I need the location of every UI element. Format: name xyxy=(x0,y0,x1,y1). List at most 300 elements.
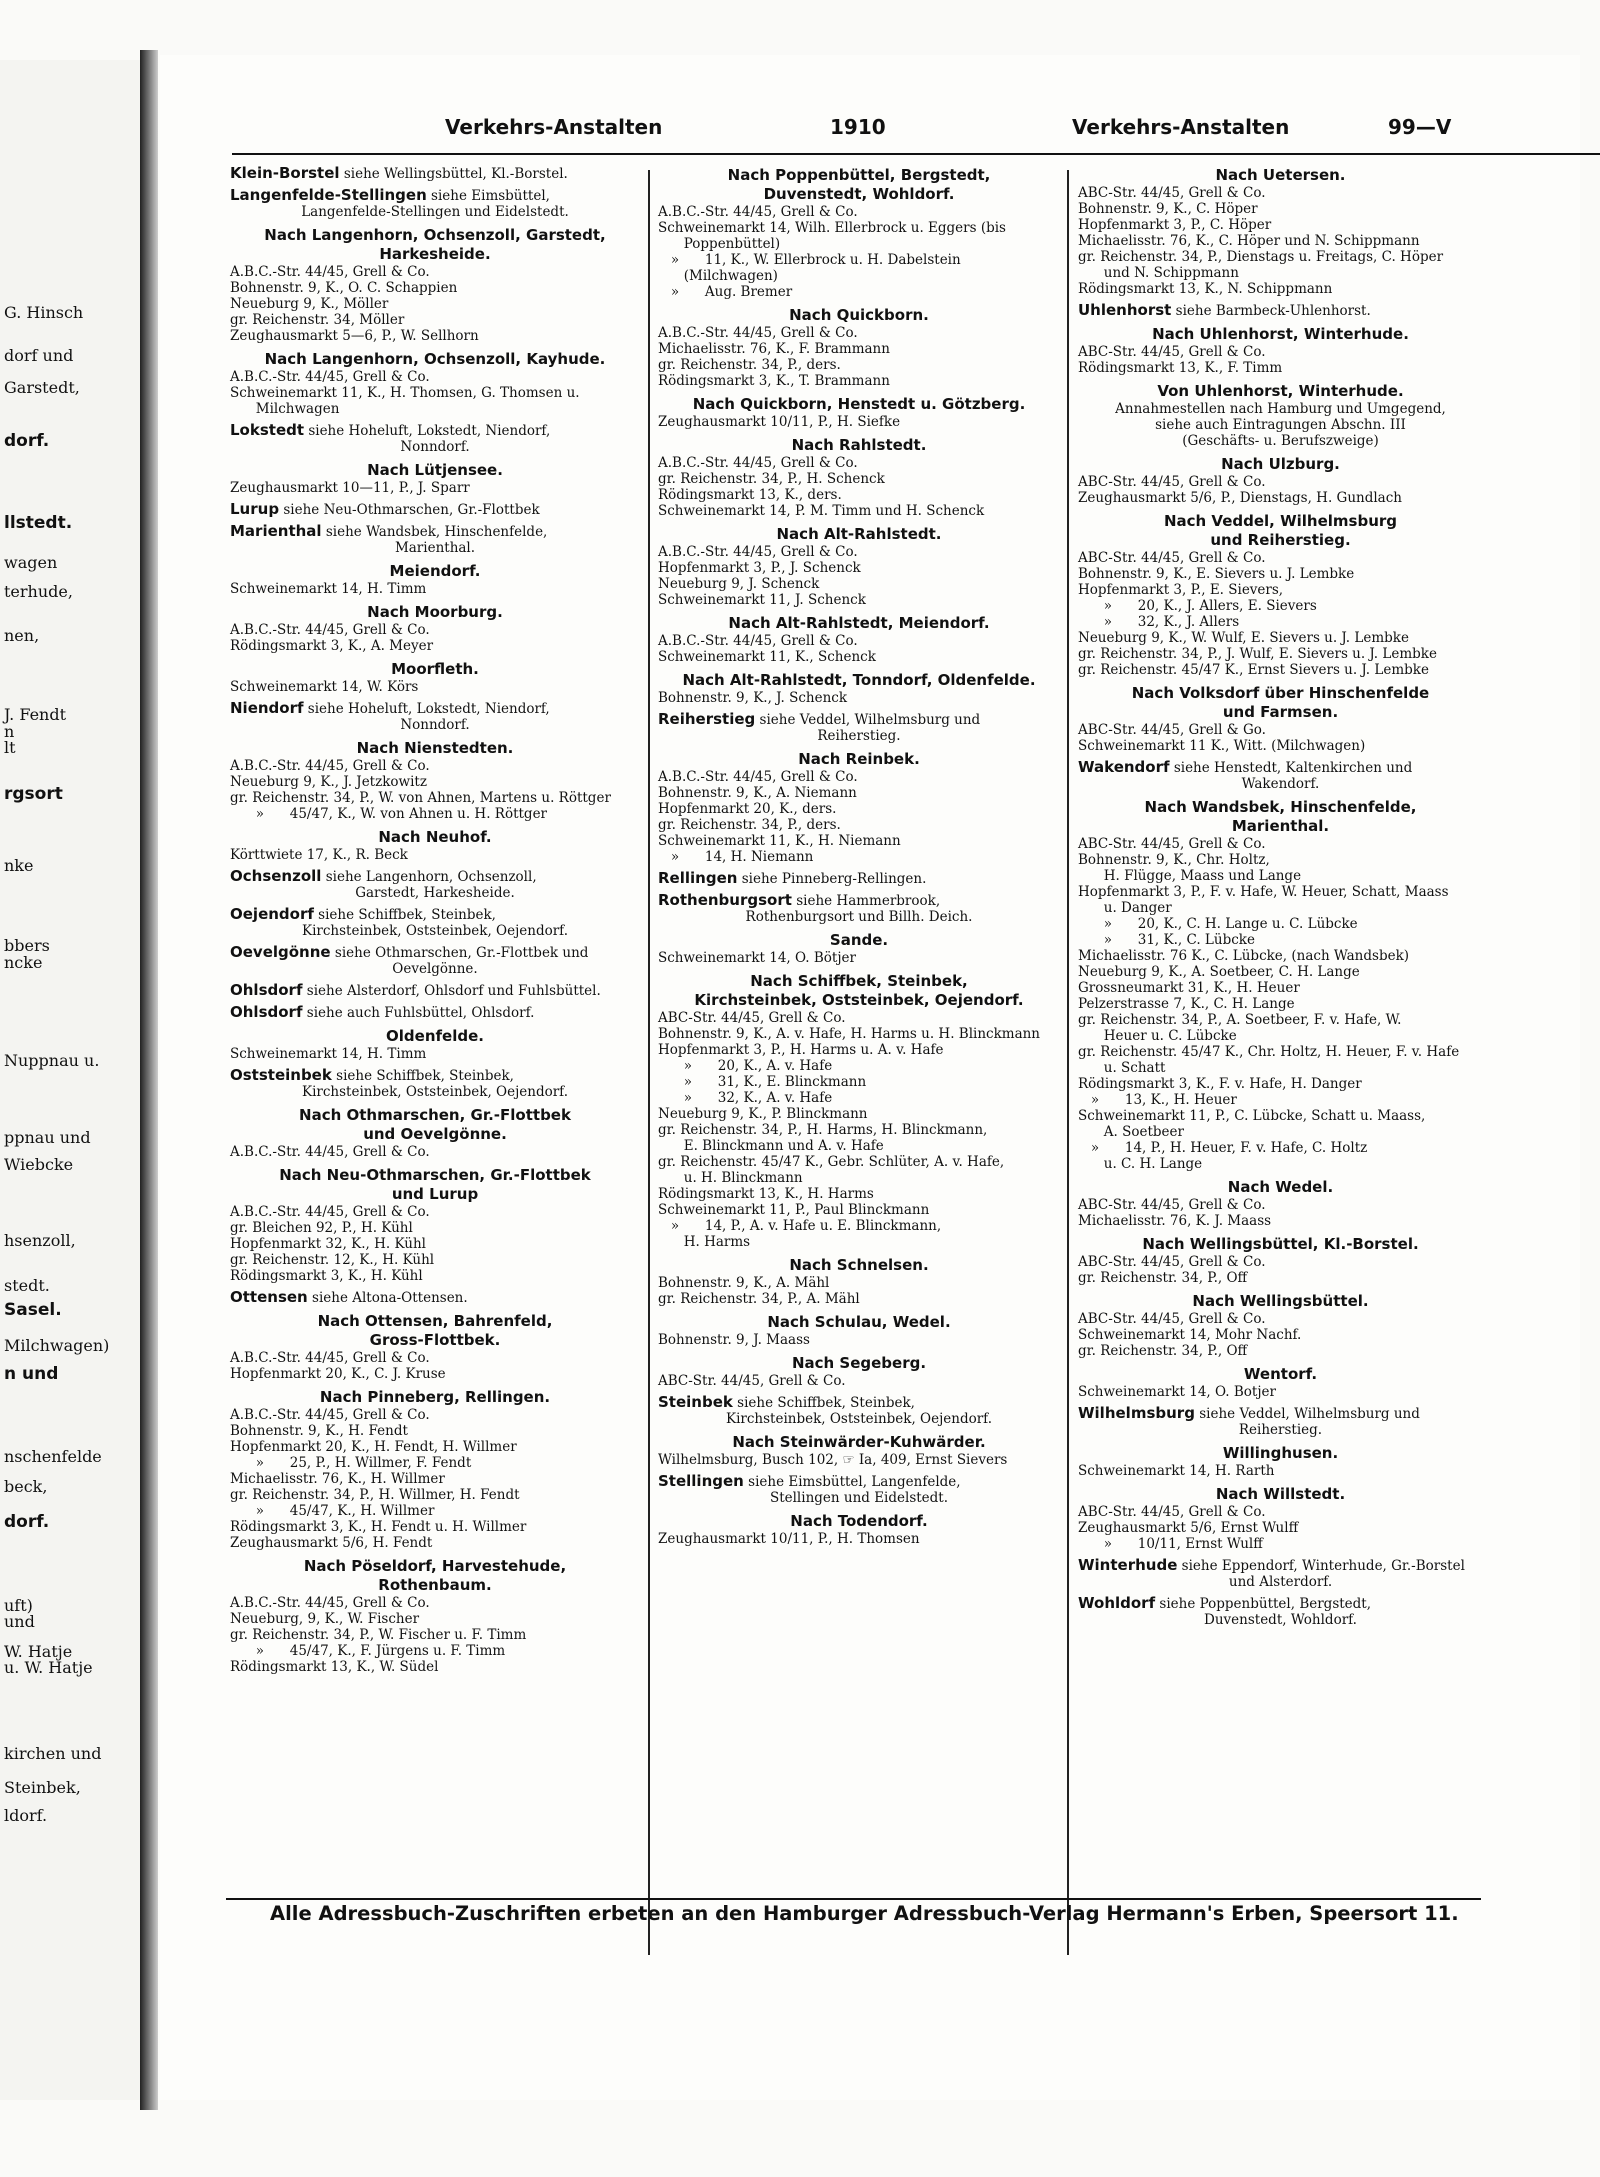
agency-entry: Schweinemarkt 14, Wilh. Ellerbrock u. Eggers (bis xyxy=(658,220,1006,236)
agency-entry: gr. Bleichen 92, P., H. Kühl xyxy=(230,1220,413,1236)
cross-reference xyxy=(230,422,640,439)
section-heading: Nach Ulzburg. xyxy=(1221,455,1340,473)
agency-entry: gr. Reichenstr. 45/47 K., Ernst Sievers u. J. Lembke xyxy=(1078,662,1429,678)
agency-entry: » 11, K., W. Ellerbrock u. H. Dabelstein xyxy=(658,252,961,268)
prev-page-fragment: nke xyxy=(4,856,34,875)
agency-entry: Zeughausmarkt 10/11, P., H. Thomsen xyxy=(658,1531,920,1547)
agency-entry: » 45/47, K., H. Willmer xyxy=(230,1503,435,1519)
section-heading: Nach Willstedt. xyxy=(1215,1485,1346,1503)
reference-place: Steinbek xyxy=(658,1393,733,1411)
agency-entry: ABC-Str. 44/45, Grell & Co. xyxy=(1078,344,1266,360)
agency-entry: gr. Reichenstr. 34, P., H. Willmer, H. Fendt xyxy=(230,1487,520,1503)
agency-entry: Schweinemarkt 14, H. Rarth xyxy=(1078,1463,1275,1479)
agency-entry: Michaelisstr. 76 K., C. Lübcke, (nach Wandsbek) xyxy=(1078,948,1410,964)
prev-page-fragment: ncke xyxy=(4,953,43,972)
agency-entry: gr. Reichenstr. 34, P., W. von Ahnen, Martens u. Röttger xyxy=(230,790,611,806)
reference-place: Niendorf xyxy=(230,699,304,717)
prev-page-fragment: Wiebcke xyxy=(4,1155,74,1174)
reference-place: Oevelgönne xyxy=(230,943,331,961)
reference-text: siehe Barmbeck-Uhlenhorst. xyxy=(1171,303,1371,319)
agency-entry: Rödingsmarkt 13, K., ders. xyxy=(658,487,842,503)
agency-entry: Hopfenmarkt 3, P., C. Höper xyxy=(1078,217,1272,233)
section-heading: Nach Moorburg. xyxy=(367,603,503,621)
cross-reference xyxy=(230,906,640,923)
agency-entry: Bohnenstr. 9, K., O. C. Schappien xyxy=(230,280,458,296)
column-1 xyxy=(230,160,640,1675)
reference-place: Ohlsdorf xyxy=(230,1003,303,1021)
cross-reference xyxy=(230,1004,640,1021)
agency-entry: A.B.C.-Str. 44/45, Grell & Co. xyxy=(658,455,858,471)
agency-entry: » 13, K., H. Heuer xyxy=(1078,1092,1237,1108)
agency-entry: » 14, P., H. Heuer, F. v. Hafe, C. Holtz xyxy=(1078,1140,1368,1156)
reference-text: siehe Henstedt, Kaltenkirchen und xyxy=(1169,760,1413,776)
agency-entry: H. Harms xyxy=(658,1234,751,1250)
section-heading: Nach Langenhorn, Ochsenzoll, Kayhude. xyxy=(264,350,606,368)
cross-reference xyxy=(230,868,640,885)
agency-entry: Neueburg 9, K., Möller xyxy=(230,296,389,312)
prev-page-fragment: dorf und xyxy=(4,346,74,365)
agency-entry: Michaelisstr. 76, K. J. Maass xyxy=(1078,1213,1272,1229)
reference-text: siehe auch Fuhlsbüttel, Ohlsdorf. xyxy=(302,1005,535,1021)
agency-entry: gr. Reichenstr. 34, P., W. Fischer u. F. Timm xyxy=(230,1627,527,1643)
section-heading: Gross-Flottbek. xyxy=(369,1331,501,1349)
prev-page-fragment: rgsort xyxy=(4,784,63,804)
column-3 xyxy=(1078,160,1483,1628)
reference-continuation: Duvenstedt, Wohldorf. xyxy=(1204,1612,1357,1628)
agency-entry: gr. Reichenstr. 12, K., H. Kühl xyxy=(230,1252,435,1268)
reference-continuation: Kirchsteinbek, Oststeinbek, Oejendorf. xyxy=(726,1411,992,1427)
agency-entry: Schweinemarkt 11 K., Witt. (Milchwagen) xyxy=(1078,738,1366,754)
agency-entry: » 32, K., A. v. Hafe xyxy=(658,1090,833,1106)
page-header xyxy=(160,107,1500,147)
cross-reference xyxy=(230,1289,640,1306)
header-year: 1910 xyxy=(830,115,886,139)
cross-reference xyxy=(1078,759,1483,776)
section-heading: Marienthal. xyxy=(1231,817,1330,835)
header-left: Verkehrs-Anstalten xyxy=(445,115,663,139)
section-heading: und Reiherstieg. xyxy=(1210,531,1351,549)
section-heading: Nach Schulau, Wedel. xyxy=(767,1313,951,1331)
prev-page-fragment: Milchwagen) xyxy=(4,1336,110,1355)
agency-entry: gr. Reichenstr. 45/47 K., Gebr. Schlüter, A. v. Hafe, xyxy=(658,1154,1005,1170)
prev-page-fragment: stedt. xyxy=(4,1276,50,1295)
agency-entry: A.B.C.-Str. 44/45, Grell & Co. xyxy=(230,1350,430,1366)
agency-entry: Hopfenmarkt 20, K., ders. xyxy=(658,801,837,817)
agency-entry: Schweinemarkt 14, O. Botjer xyxy=(1078,1384,1276,1400)
agency-entry: ABC-Str. 44/45, Grell & Co. xyxy=(1078,836,1266,852)
section-heading: und Farmsen. xyxy=(1222,703,1339,721)
agency-entry: » Aug. Bremer xyxy=(658,284,793,300)
reference-place: Lurup xyxy=(230,500,280,518)
reference-place: Wohldorf xyxy=(1078,1594,1156,1612)
reference-continuation: Reiherstieg. xyxy=(817,728,901,744)
agency-entry: Hopfenmarkt 20, K., H. Fendt, H. Willmer xyxy=(230,1439,517,1455)
reference-place: Ottensen xyxy=(230,1288,308,1306)
agency-entry: Bohnenstr. 9, K., J. Schenck xyxy=(658,690,848,706)
reference-place: Marienthal xyxy=(230,522,322,540)
prev-page-fragment: dorf. xyxy=(4,431,50,451)
agency-entry: Schweinemarkt 11, J. Schenck xyxy=(658,592,866,608)
section-heading: und Oevelgönne. xyxy=(363,1125,507,1143)
agency-entry: A.B.C.-Str. 44/45, Grell & Co. xyxy=(658,633,858,649)
reference-continuation: Marienthal. xyxy=(394,540,476,556)
agency-entry: Rödingsmarkt 13, K., H. Harms xyxy=(658,1186,874,1202)
section-heading: Willinghusen. xyxy=(1222,1444,1339,1462)
reference-text: siehe Eimsbüttel, xyxy=(426,188,550,204)
reference-place: Winterhude xyxy=(1078,1556,1178,1574)
agency-entry: Neueburg 9, K., W. Wulf, E. Sievers u. J. Lembke xyxy=(1078,630,1409,646)
cross-reference xyxy=(658,711,1060,728)
section-heading: Von Uhlenhorst, Winterhude. xyxy=(1157,382,1404,400)
section-heading: Nach Rahlstedt. xyxy=(791,436,927,454)
section-heading: Nach Quickborn. xyxy=(789,306,929,324)
agency-entry: Hopfenmarkt 3, P., J. Schenck xyxy=(658,560,861,576)
agency-entry: Bohnenstr. 9, K., A. Mähl xyxy=(658,1275,830,1291)
agency-entry: (Milchwagen) xyxy=(658,268,778,284)
reference-text: siehe Wellingsbüttel, Kl.-Borstel. xyxy=(339,166,568,182)
reference-text: siehe Poppenbüttel, Bergstedt, xyxy=(1155,1596,1372,1612)
prev-page-fragment: und xyxy=(4,1612,35,1631)
section-heading: Nach Wellingsbüttel, Kl.-Borstel. xyxy=(1142,1235,1419,1253)
agency-entry: A.B.C.-Str. 44/45, Grell & Co. xyxy=(230,1204,430,1220)
book-gutter xyxy=(140,50,158,2110)
agency-entry: ABC-Str. 44/45, Grell & Co. xyxy=(1078,185,1266,201)
section-heading: Nach Wedel. xyxy=(1227,1178,1334,1196)
agency-entry: A.B.C.-Str. 44/45, Grell & Co. xyxy=(230,369,430,385)
agency-entry: » 31, K., C. Lübcke xyxy=(1078,932,1255,948)
header-rule xyxy=(232,153,1600,155)
section-heading: Nach Todendorf. xyxy=(790,1512,928,1530)
agency-entry: Zeughausmarkt 10—11, P., J. Sparr xyxy=(230,480,470,496)
agency-entry: Schweinemarkt 11, K., H. Niemann xyxy=(658,833,901,849)
reference-place: Langenfelde-Stellingen xyxy=(230,186,427,204)
section-heading: Nach Pöseldorf, Harvestehude, xyxy=(303,1557,567,1575)
agency-entry: Milchwagen xyxy=(230,401,340,417)
section-heading: Nach Steinwärder-Kuhwärder. xyxy=(732,1433,986,1451)
agency-entry: ABC-Str. 44/45, Grell & Co. xyxy=(658,1010,846,1026)
agency-entry: Neueburg, 9, K., W. Fischer xyxy=(230,1611,420,1627)
agency-entry: » 31, K., E. Blinckmann xyxy=(658,1074,867,1090)
agency-entry: Wilhelmsburg, Busch 102, ☞ Ia, 409, Ernst Sievers xyxy=(658,1452,1008,1468)
cross-reference xyxy=(658,1473,1060,1490)
section-heading: Nach Wellingsbüttel. xyxy=(1192,1292,1369,1310)
reference-place: Rothenburgsort xyxy=(658,891,792,909)
agency-entry: Heuer u. C. Lübcke xyxy=(1078,1028,1237,1044)
agency-entry: Zeughausmarkt 5/6, Ernst Wulff xyxy=(1078,1520,1299,1536)
agency-entry: A.B.C.-Str. 44/45, Grell & Co. xyxy=(230,1407,430,1423)
agency-entry: Michaelisstr. 76, K., H. Willmer xyxy=(230,1471,445,1487)
agency-entry: Hopfenmarkt 32, K., H. Kühl xyxy=(230,1236,426,1252)
section-heading: Harkesheide. xyxy=(379,245,491,263)
prev-page-fragment: lt xyxy=(4,738,16,757)
section-heading: Wentorf. xyxy=(1243,1365,1318,1383)
agency-entry: gr. Reichenstr. 34, P., ders. xyxy=(658,817,841,833)
cross-reference xyxy=(1078,1595,1483,1612)
reference-continuation: Reiherstieg. xyxy=(1238,1422,1323,1438)
section-heading: und Lurup xyxy=(391,1185,479,1203)
prev-page-fragment: hsenzoll, xyxy=(4,1231,76,1250)
previous-page-strip xyxy=(0,60,143,2100)
page-number: 99—V xyxy=(1388,115,1452,139)
agency-entry: ABC-Str. 44/45, Grell & Co. xyxy=(1078,1197,1266,1213)
agency-entry: Neueburg 9, K., P. Blinckmann xyxy=(658,1106,868,1122)
reference-text: siehe Hoheluft, Lokstedt, Niendorf, xyxy=(304,423,551,439)
agency-entry: Rödingsmarkt 13, K., W. Südel xyxy=(230,1659,439,1675)
agency-entry: Bohnenstr. 9, K., A. Niemann xyxy=(658,785,857,801)
prev-page-fragment: llstedt. xyxy=(4,513,73,533)
agency-entry: u. Schatt xyxy=(1078,1060,1166,1076)
prev-page-fragment: bbers xyxy=(4,936,50,955)
section-heading: Nach Alt-Rahlstedt, Meiendorf. xyxy=(728,614,990,632)
agency-entry: Rödingsmarkt 13, K., N. Schippmann xyxy=(1078,281,1333,297)
agency-entry: » 20, K., A. v. Hafe xyxy=(658,1058,833,1074)
agency-entry: Bohnenstr. 9, K., C. Höper xyxy=(1078,201,1258,217)
section-heading: Nach Ottensen, Bahrenfeld, xyxy=(317,1312,553,1330)
reference-text: siehe Hammerbrook, xyxy=(791,893,941,909)
cross-reference xyxy=(1078,302,1483,319)
agency-entry: Schweinemarkt 11, P., Paul Blinckmann xyxy=(658,1202,930,1218)
cross-reference xyxy=(230,700,640,717)
reference-place: Klein-Borstel xyxy=(230,164,340,182)
agency-entry: ABC-Str. 44/45, Grell & Co. xyxy=(1078,550,1266,566)
agency-entry: u. Danger xyxy=(1078,900,1172,916)
prev-page-fragment: Nuppnau u. xyxy=(4,1051,100,1070)
section-heading: Meiendorf. xyxy=(389,562,481,580)
reference-place: Ohlsdorf xyxy=(230,981,303,999)
agency-entry: Michaelisstr. 76, K., C. Höper und N. Schippmann xyxy=(1078,233,1420,249)
agency-entry: ABC-Str. 44/45, Grell & Go. xyxy=(1078,722,1266,738)
reference-place: Wilhelmsburg xyxy=(1078,1404,1195,1422)
agency-entry: Hopfenmarkt 20, K., C. J. Kruse xyxy=(230,1366,446,1382)
cross-reference xyxy=(1078,1405,1483,1422)
column-divider-1 xyxy=(648,170,650,1955)
agency-entry: Schweinemarkt 14, Mohr Nachf. xyxy=(1078,1327,1302,1343)
agency-entry: Pelzerstrasse 7, K., C. H. Lange xyxy=(1078,996,1295,1012)
cross-reference xyxy=(658,870,1060,887)
reference-continuation: Annahmestellen nach Hamburg und Umgegend, xyxy=(1115,401,1446,417)
section-heading: Nach Reinbek. xyxy=(798,750,920,768)
reference-place: Lokstedt xyxy=(230,421,305,439)
agency-entry: gr. Reichenstr. 34, P., ders. xyxy=(658,357,841,373)
agency-entry: Rödingsmarkt 3, K., F. v. Hafe, H. Danger xyxy=(1078,1076,1362,1092)
agency-entry: Rödingsmarkt 3, K., H. Fendt u. H. Willmer xyxy=(230,1519,527,1535)
agency-entry: Grossneumarkt 31, K., H. Heuer xyxy=(1078,980,1300,996)
agency-entry: Bohnenstr. 9, K., E. Sievers u. J. Lembke xyxy=(1078,566,1355,582)
reference-continuation: siehe auch Eintragungen Abschn. III xyxy=(1155,417,1406,433)
agency-entry: A.B.C.-Str. 44/45, Grell & Co. xyxy=(230,1595,430,1611)
reference-continuation: Garstedt, Harkesheide. xyxy=(355,885,515,901)
agency-entry: Neueburg 9, K., A. Soetbeer, C. H. Lange xyxy=(1078,964,1360,980)
agency-entry: gr. Reichenstr. 34, P., J. Wulf, E. Sievers u. J. Lembke xyxy=(1078,646,1437,662)
agency-entry: » 45/47, K., F. Jürgens u. F. Timm xyxy=(230,1643,506,1659)
reference-text: siehe Langenhorn, Ochsenzoll, xyxy=(321,869,537,885)
reference-text: siehe Hoheluft, Lokstedt, Niendorf, xyxy=(303,701,550,717)
reference-place: Uhlenhorst xyxy=(1078,301,1172,319)
section-heading: Nach Alt-Rahlstedt, Tonndorf, Oldenfelde. xyxy=(682,671,1036,689)
section-heading: Duvenstedt, Wohldorf. xyxy=(763,185,955,203)
prev-page-fragment: nen, xyxy=(4,626,40,645)
reference-continuation: Oevelgönne. xyxy=(392,961,478,977)
agency-entry: ABC-Str. 44/45, Grell & Co. xyxy=(658,1373,846,1389)
agency-entry: Schweinemarkt 11, P., C. Lübcke, Schatt u. Maass, xyxy=(1078,1108,1426,1124)
section-heading: Nach Wandsbek, Hinschenfelde, xyxy=(1144,798,1417,816)
section-heading: Nach Volksdorf über Hinschenfelde xyxy=(1131,684,1430,702)
agency-entry: u. H. Blinckmann xyxy=(658,1170,803,1186)
section-heading: Nach Alt-Rahlstedt. xyxy=(776,525,942,543)
reference-place: Wakendorf xyxy=(1078,758,1170,776)
agency-entry: A. Soetbeer xyxy=(1078,1124,1184,1140)
reference-text: siehe Altona-Ottensen. xyxy=(307,1290,468,1306)
reference-continuation: Kirchsteinbek, Oststeinbek, Oejendorf. xyxy=(302,923,568,939)
agency-entry: H. Flügge, Maass und Lange xyxy=(1078,868,1302,884)
column-2 xyxy=(658,160,1060,1547)
section-heading: Kirchsteinbek, Oststeinbek, Oejendorf. xyxy=(694,991,1024,1009)
reference-continuation: Nonndorf. xyxy=(400,717,470,733)
reference-text: siehe Wandsbek, Hinschenfelde, xyxy=(321,524,548,540)
cross-reference xyxy=(658,892,1060,909)
cross-reference xyxy=(230,187,640,204)
reference-text: siehe Veddel, Wilhelmsburg und xyxy=(755,712,981,728)
section-heading: Nach Segeberg. xyxy=(791,1354,927,1372)
agency-entry: » 25, P., H. Willmer, F. Fendt xyxy=(230,1455,472,1471)
prev-page-fragment: J. Fendt xyxy=(4,705,67,724)
prev-page-fragment: uft) xyxy=(4,1596,33,1615)
reference-text: siehe Schiffbek, Steinbek, xyxy=(313,907,496,923)
cross-reference xyxy=(230,982,640,999)
agency-entry: Schweinemarkt 14, W. Körs xyxy=(230,679,419,695)
agency-entry: A.B.C.-Str. 44/45, Grell & Co. xyxy=(658,204,858,220)
cross-reference xyxy=(1078,1557,1483,1574)
footer-notice: Alle Adressbuch-Zuschriften erbeten an den Hamburger Adressbuch-Verlag Hermann's Erben, Speersort 11. xyxy=(270,1902,1459,1925)
reference-text: siehe Othmarschen, Gr.-Flottbek und xyxy=(330,945,589,961)
agency-entry: Bohnenstr. 9, K., Chr. Holtz, xyxy=(1078,852,1270,868)
agency-entry: gr. Reichenstr. 34, P., H. Schenck xyxy=(658,471,885,487)
cross-reference xyxy=(658,1394,1060,1411)
reference-text: siehe Alsterdorf, Ohlsdorf und Fuhlsbüttel. xyxy=(302,983,601,999)
prev-page-fragment: W. Hatje xyxy=(4,1642,73,1661)
agency-entry: A.B.C.-Str. 44/45, Grell & Co. xyxy=(658,769,858,785)
agency-entry: u. C. H. Lange xyxy=(1078,1156,1203,1172)
agency-entry: Schweinemarkt 14, O. Bötjer xyxy=(658,950,856,966)
prev-page-fragment: Garstedt, xyxy=(4,378,80,397)
agency-entry: » 14, P., A. v. Hafe u. E. Blinckmann, xyxy=(658,1218,942,1234)
section-heading: Nach Poppenbüttel, Bergstedt, xyxy=(727,166,991,184)
section-heading: Oldenfelde. xyxy=(386,1027,484,1045)
reference-place: Reiherstieg xyxy=(658,710,756,728)
agency-entry: ABC-Str. 44/45, Grell & Co. xyxy=(1078,1254,1266,1270)
reference-continuation: Stellingen und Eidelstedt. xyxy=(769,1490,949,1506)
reference-text: siehe Eppendorf, Winterhude, Gr.-Borstel xyxy=(1177,1558,1465,1574)
reference-continuation: Nonndorf. xyxy=(400,439,470,455)
agency-entry: Schweinemarkt 14, P. M. Timm und H. Schenck xyxy=(658,503,985,519)
agency-entry: » 45/47, K., W. von Ahnen u. H. Röttger xyxy=(230,806,548,822)
agency-entry: E. Blinckmann und A. v. Hafe xyxy=(658,1138,884,1154)
agency-entry: A.B.C.-Str. 44/45, Grell & Co. xyxy=(230,622,430,638)
section-heading: Nach Schnelsen. xyxy=(789,1256,929,1274)
prev-page-fragment: ldorf. xyxy=(4,1806,48,1825)
section-heading: Nach Nienstedten. xyxy=(356,739,514,757)
reference-continuation: Kirchsteinbek, Oststeinbek, Oejendorf. xyxy=(302,1084,568,1100)
agency-entry: A.B.C.-Str. 44/45, Grell & Co. xyxy=(658,544,858,560)
agency-entry: ABC-Str. 44/45, Grell & Co. xyxy=(1078,1504,1266,1520)
agency-entry: Rödingsmarkt 3, K., A. Meyer xyxy=(230,638,434,654)
reference-place: Oststeinbek xyxy=(230,1066,332,1084)
section-heading: Nach Neu-Othmarschen, Gr.-Flottbek xyxy=(279,1166,591,1184)
prev-page-fragment: beck, xyxy=(4,1477,48,1496)
agency-entry: gr. Reichenstr. 45/47 K., Chr. Holtz, H. Heuer, F. v. Hafe xyxy=(1078,1044,1460,1060)
reference-text: siehe Eimsbüttel, Langenfelde, xyxy=(743,1474,961,1490)
agency-entry: gr. Reichenstr. 34, Möller xyxy=(230,312,405,328)
section-heading: Nach Uetersen. xyxy=(1215,166,1346,184)
prev-page-fragment: dorf. xyxy=(4,1512,50,1532)
agency-entry: A.B.C.-Str. 44/45, Grell & Co. xyxy=(230,264,430,280)
agency-entry: A.B.C.-Str. 44/45, Grell & Co. xyxy=(230,1144,430,1160)
reference-text: siehe Schiffbek, Steinbek, xyxy=(732,1395,915,1411)
cross-reference xyxy=(230,501,640,518)
agency-entry: » 10/11, Ernst Wulff xyxy=(1078,1536,1263,1552)
section-heading: Nach Lütjensee. xyxy=(367,461,503,479)
section-heading: Nach Schiffbek, Steinbek, xyxy=(750,972,968,990)
agency-entry: Schweinemarkt 14, H. Timm xyxy=(230,1046,427,1062)
agency-entry: gr. Reichenstr. 34, P., Off xyxy=(1078,1343,1248,1359)
agency-entry: A.B.C.-Str. 44/45, Grell & Co. xyxy=(658,325,858,341)
agency-entry: gr. Reichenstr. 34, P., Off xyxy=(1078,1270,1248,1286)
section-heading: Nach Pinneberg, Rellingen. xyxy=(319,1388,551,1406)
reference-continuation: Rothenburgsort und Billh. Deich. xyxy=(745,909,973,925)
prev-page-fragment: u. W. Hatje xyxy=(4,1658,93,1677)
agency-entry: Neueburg 9, K., J. Jetzkowitz xyxy=(230,774,427,790)
agency-entry: Michaelisstr. 76, K., F. Brammann xyxy=(658,341,890,357)
reference-place: Oejendorf xyxy=(230,905,314,923)
agency-entry: Zeughausmarkt 5—6, P., W. Sellhorn xyxy=(230,328,479,344)
section-heading: Nach Neuhof. xyxy=(378,828,492,846)
reference-continuation: und Alsterdorf. xyxy=(1228,1574,1333,1590)
section-heading: Nach Othmarschen, Gr.-Flottbek xyxy=(299,1106,571,1124)
prev-page-fragment: terhude, xyxy=(4,582,73,601)
agency-entry: gr. Reichenstr. 34, P., H. Harms, H. Blinckmann, xyxy=(658,1122,988,1138)
prev-page-fragment: n xyxy=(4,722,15,741)
header-right: Verkehrs-Anstalten xyxy=(1072,115,1290,139)
agency-entry: Körttwiete 17, K., R. Beck xyxy=(230,847,408,863)
reference-text: siehe Neu-Othmarschen, Gr.-Flottbek xyxy=(279,502,540,518)
reference-place: Rellingen xyxy=(658,869,738,887)
agency-entry: Hopfenmarkt 3, P., E. Sievers, xyxy=(1078,582,1284,598)
agency-entry: » 20, K., J. Allers, E. Sievers xyxy=(1078,598,1317,614)
agency-entry: gr. Reichenstr. 34, P., A. Mähl xyxy=(658,1291,860,1307)
agency-entry: Zeughausmarkt 10/11, P., H. Siefke xyxy=(658,414,901,430)
agency-entry: ABC-Str. 44/45, Grell & Co. xyxy=(1078,1311,1266,1327)
section-heading: Moorfleth. xyxy=(391,660,479,678)
agency-entry: Rödingsmarkt 13, K., F. Timm xyxy=(1078,360,1283,376)
agency-entry: Bohnenstr. 9, K., H. Fendt xyxy=(230,1423,408,1439)
agency-entry: Hopfenmarkt 3, P., H. Harms u. A. v. Hafe xyxy=(658,1042,944,1058)
section-heading: Nach Veddel, Wilhelmsburg xyxy=(1163,512,1398,530)
cross-reference xyxy=(230,1067,640,1084)
agency-entry: Schweinemarkt 11, K., H. Thomsen, G. Thomsen u. xyxy=(230,385,580,401)
agency-entry: Hopfenmarkt 3, P., F. v. Hafe, W. Heuer, Schatt, Maass xyxy=(1078,884,1449,900)
reference-place: Ochsenzoll xyxy=(230,867,322,885)
reference-text: siehe Schiffbek, Steinbek, xyxy=(331,1068,514,1084)
cross-reference xyxy=(230,165,640,182)
agency-entry: » 32, K., J. Allers xyxy=(1078,614,1240,630)
prev-page-fragment: n und xyxy=(4,1364,59,1384)
agency-entry: gr. Reichenstr. 34, P., Dienstags u. Freitags, C. Höper xyxy=(1078,249,1444,265)
section-heading: Nach Langenhorn, Ochsenzoll, Garstedt, xyxy=(264,226,606,244)
section-heading: Sande. xyxy=(829,931,889,949)
reference-text: siehe Pinneberg-Rellingen. xyxy=(737,871,927,887)
footer-rule xyxy=(226,1898,1481,1900)
agency-entry: » 14, H. Niemann xyxy=(658,849,814,865)
